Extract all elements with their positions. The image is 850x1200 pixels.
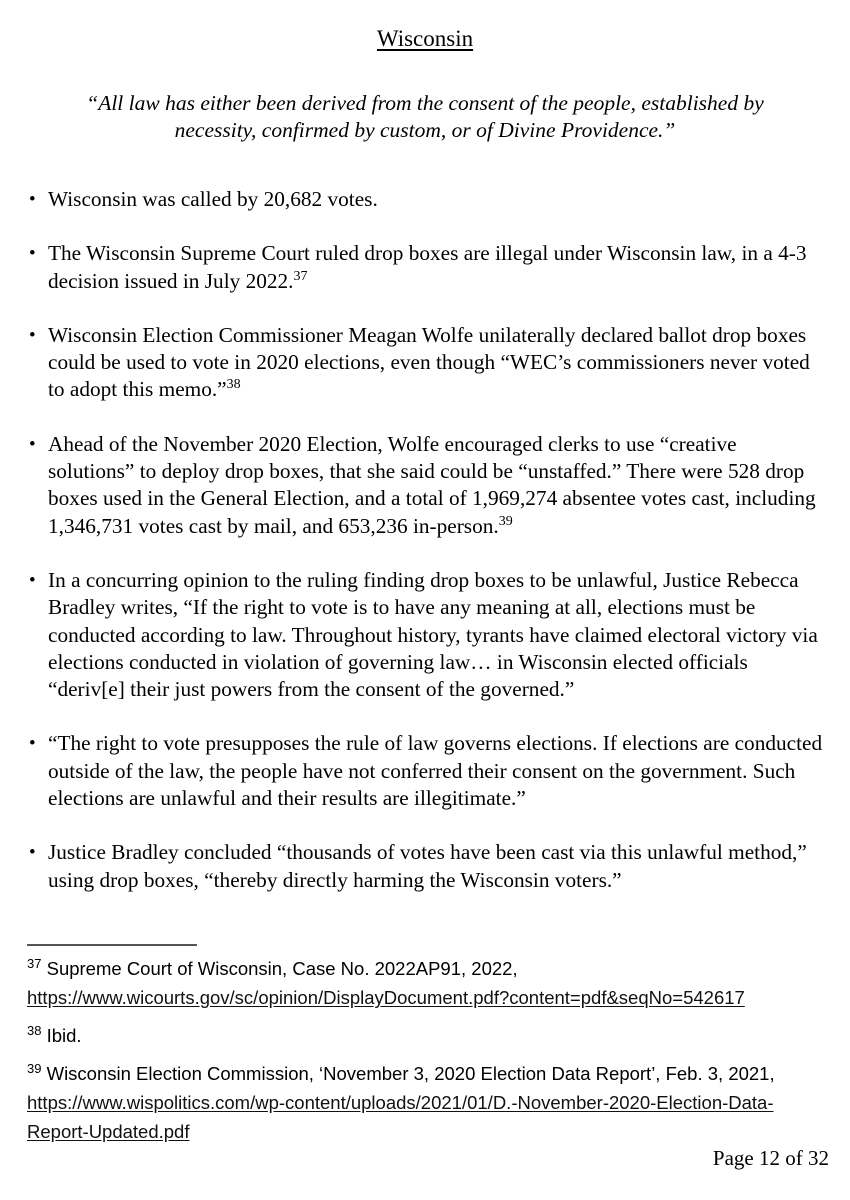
bullet-text: Wisconsin Election Commissioner Meagan Wolfe unilaterally declared ballot drop boxes could be used to vote in 2020 elections, even though “WEC’s commissioners never voted to adopt this memo.” — [48, 322, 810, 402]
footnote-separator — [27, 944, 197, 946]
footnote-section — [27, 944, 823, 1155]
epigraph-line-2: necessity, confirmed by custom, or of Divine Providence.” — [174, 118, 676, 142]
bullet-text: Justice Bradley concluded “thousands of votes have been cast via this unlawful method,” using drop boxes, “thereby directly harming the Wisconsin voters.” — [48, 840, 807, 892]
footnote-text: Wisconsin Election Commission, ‘November 3, 2020 Election Data Report’, Feb. 3, 2021, — [41, 1063, 775, 1084]
bullet-item-bradley-conclusion — [27, 839, 823, 894]
bullet-text: The Wisconsin Supreme Court ruled drop boxes are illegal under Wisconsin law, in a 4-3 decision issued in July 2022. — [48, 241, 807, 293]
footnote-39-link[interactable]: https://www.wispolitics.com/wp-content/uploads/2021/01/D.-November-2020-Election-Data-Report-Updated.pdf — [27, 1092, 774, 1142]
page-title: Wisconsin — [376, 26, 474, 51]
footnote-text: Supreme Court of Wisconsin, Case No. 2022AP91, 2022, — [41, 958, 518, 979]
footnote-ref-39: 39 — [498, 513, 513, 529]
bullet-item-wolfe-memo — [27, 322, 823, 404]
footnote-37-link[interactable]: https://www.wicourts.gov/sc/opinion/DisplayDocument.pdf?content=pdf&seqNo=542617 — [27, 987, 745, 1008]
bullet-text: In a concurring opinion to the ruling finding drop boxes to be unlawful, Justice Rebecca Bradley writes, “If the right to vote is to have any meaning at all, elections must be conducted according to law. Throughout history, tyrants have claimed electoral victory via elections conducted in violation of governing law… in Wisconsin elected officials “deriv[e] their just powers from the consent of the governed.” — [48, 567, 818, 702]
bullet-list — [27, 186, 823, 894]
footnote-37 — [27, 954, 823, 1012]
bullet-item-votes-margin — [27, 186, 823, 213]
bullet-item-rule-of-law-quote — [27, 730, 823, 812]
footnote-number: 38 — [27, 1022, 42, 1038]
bullet-text: “The right to vote presupposes the rule of law governs elections. If elections are conducted outside of the law, the people have not conferred their consent on the government. Such elections are unlawful and their results are illegitimate.” — [48, 731, 823, 811]
page-number: Page 12 of 32 — [712, 1146, 829, 1170]
footnote-39 — [27, 1059, 823, 1146]
footnote-ref-37: 37 — [293, 268, 308, 284]
footnote-ref-38: 38 — [226, 377, 241, 393]
bullet-item-supreme-court-ruling — [27, 240, 823, 295]
bullet-text: Wisconsin was called by 20,682 votes. — [48, 187, 378, 211]
footnote-number: 37 — [27, 955, 42, 971]
footnote-text: Ibid. — [41, 1025, 82, 1046]
epigraph-line-1: “All law has either been derived from the consent of the people, established by — [86, 91, 764, 115]
epigraph-quote — [60, 90, 790, 144]
footnote-number: 39 — [27, 1060, 42, 1076]
bullet-item-drop-box-stats — [27, 431, 823, 540]
bullet-text: Ahead of the November 2020 Election, Wolfe encouraged clerks to use “creative solutions” to deploy drop boxes, that she said could be “unstaffed.” There were 528 drop boxes used in the General Election, and a total of 1,969,274 absentee votes cast, including 1,346,731 votes cast by mail, and 653,236 in-person. — [48, 431, 816, 538]
footnote-38 — [27, 1021, 823, 1050]
bullet-item-bradley-concurrence — [27, 567, 823, 703]
